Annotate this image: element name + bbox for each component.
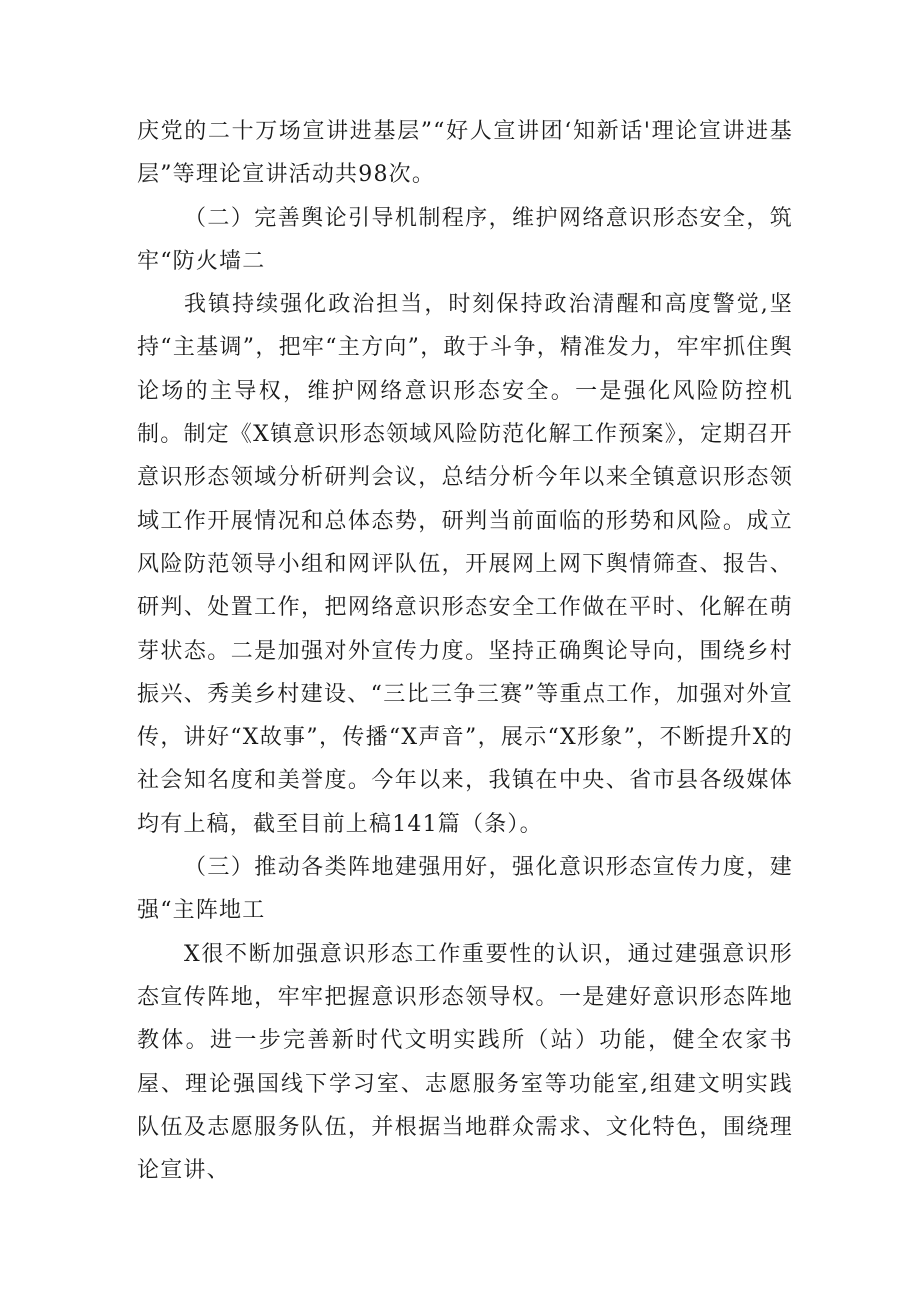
- section-heading-2: （二）完善舆论引导机制程序，维护网络意识形态安全，筑牢“防火墙二: [137, 205, 793, 274]
- document-body: [137, 110, 793, 1192]
- paragraph-section-2-body: 我镇持续强化政治担当，时刻保持政治清醒和高度警觉,坚持“主基调”，把牢“主方向”，敢于斗争，精准发力，牢牢抓住舆论场的主导权，维护网络意识形态安全。一是强化风险防控机制。制定《X镇意识形态领域风险防范化解工作预案》，定期召开意识形态领域分析研判会议，总结分析今年以来全镇意识形态领域工作开展情况和总体态势，研判当前面临的形势和风险。成立风险防范领导小组和网评队伍，开展网上网下舆情筛查、报告、研判、处置工作，把网络意识形态安全工作做在平时、化解在萌芽状态。二是加强对外宣传力度。坚持正确舆论导向，围绕乡村振兴、秀美乡村建设、“三比三争三赛”等重点工作，加强对外宣传，讲好“X故事”，传播“X声音”，展示“X形象”，不断提升X的社会知名度和美誉度。今年以来，我镇在中央、省市县各级媒体均有上稿，截至目前上稿141篇（条）。: [137, 292, 793, 837]
- paragraph-intro-continuation: 庆党的二十万场宣讲进基层”“好人宣讲团‘知新话'理论宣讲进基层”等理论宣讲活动共98次。: [137, 119, 793, 188]
- paragraph-section-3-body: X很不断加强意识形态工作重要性的认识，通过建强意识形态宣传阵地，牢牢把握意识形态领导权。一是建好意识形态阵地教体。进一步完善新时代文明实践所（站）功能，健全农家书屋、理论强国线下学习室、志愿服务室等功能室,组建文明实践队伍及志愿服务队伍，并根据当地群众需求、文化特色，围绕理论宣讲、: [137, 941, 793, 1184]
- section-heading-3: （三）推动各类阵地建强用好，强化意识形态宣传力度，建强“主阵地工: [137, 855, 793, 924]
